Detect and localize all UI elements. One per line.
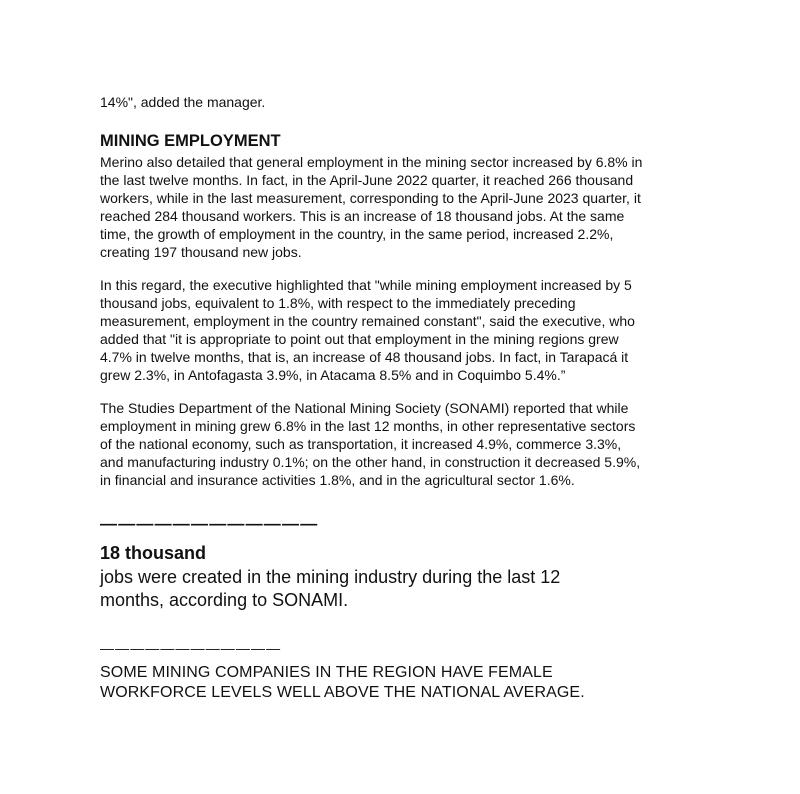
paragraph-line: measurement, employment in the country remained constant", said the executive, who — [100, 313, 635, 329]
paragraph-line: of the national economy, such as transportation, it increased 4.9%, commerce 3.3%, — [100, 436, 622, 452]
paragraph-line: 4.7% in twelve months, that is, an increase of 48 thousand jobs. In fact, in Tarapacá it — [100, 349, 629, 365]
paragraph-sonami-report — [100, 399, 710, 489]
paragraph-line: added that "it is appropriate to point out that employment in the mining regions grew — [100, 331, 619, 347]
paragraph-line: workers, while in the last measurement, corresponding to the April-June 2023 quarter, it — [100, 190, 641, 206]
statement-line: months, according to SONAMI. — [100, 590, 349, 610]
paragraph-line: The Studies Department of the National Mining Society (SONAMI) reported that while — [100, 400, 629, 416]
paragraph-executive-quote — [100, 276, 710, 384]
paragraph-line: thousand jobs, equivalent to 1.8%, with respect to the immediately preceding — [100, 295, 576, 311]
paragraph-line: in financial and insurance activities 1.8%, and in the agricultural sector 1.6%. — [100, 472, 575, 488]
highlight-statement — [100, 566, 560, 612]
paragraph-employment-growth — [100, 153, 710, 261]
lead-line: 14%", added the manager. — [100, 94, 266, 110]
callout-line: SOME MINING COMPANIES IN THE REGION HAVE FEMALE — [100, 664, 553, 681]
statement-line: jobs were created in the mining industry during the last 12 — [100, 567, 561, 587]
callout-line: WORKFORCE LEVELS WELL ABOVE THE NATIONAL AVERAGE. — [100, 684, 585, 701]
paragraph-line: time, the growth of employment in the country, in the same period, increased 2.2%, — [100, 226, 614, 242]
paragraph-line: reached 284 thousand workers. This is an increase of 18 thousand jobs. At the same — [100, 208, 625, 224]
paragraph-line: grew 2.3%, in Antofagasta 3.9%, in Atacama 8.5% and in Coquimbo 5.4%.” — [100, 367, 566, 383]
callout-text — [100, 663, 585, 703]
paragraph-line: In this regard, the executive highlighted that "while mining employment increased by 5 — [100, 277, 632, 293]
paragraph-line: the last twelve months. In fact, in the April-June 2022 quarter, it reached 266 thousand — [100, 172, 634, 188]
highlight-figure: 18 thousand — [100, 543, 207, 563]
paragraph-line: creating 197 thousand new jobs. — [100, 244, 302, 260]
section-heading: MINING EMPLOYMENT — [100, 132, 281, 150]
paragraph-line: Merino also detailed that general employment in the mining sector increased by 6.8% in — [100, 154, 643, 170]
highlight-separator: ———————————— — [100, 514, 319, 533]
callout-separator: ———————————— — [100, 640, 282, 656]
paragraph-line: employment in mining grew 6.8% in the last 12 months, in other representative sectors — [100, 418, 636, 434]
paragraph-line: and manufacturing industry 0.1%; on the other hand, in construction it decreased 5.9%, — [100, 454, 641, 470]
